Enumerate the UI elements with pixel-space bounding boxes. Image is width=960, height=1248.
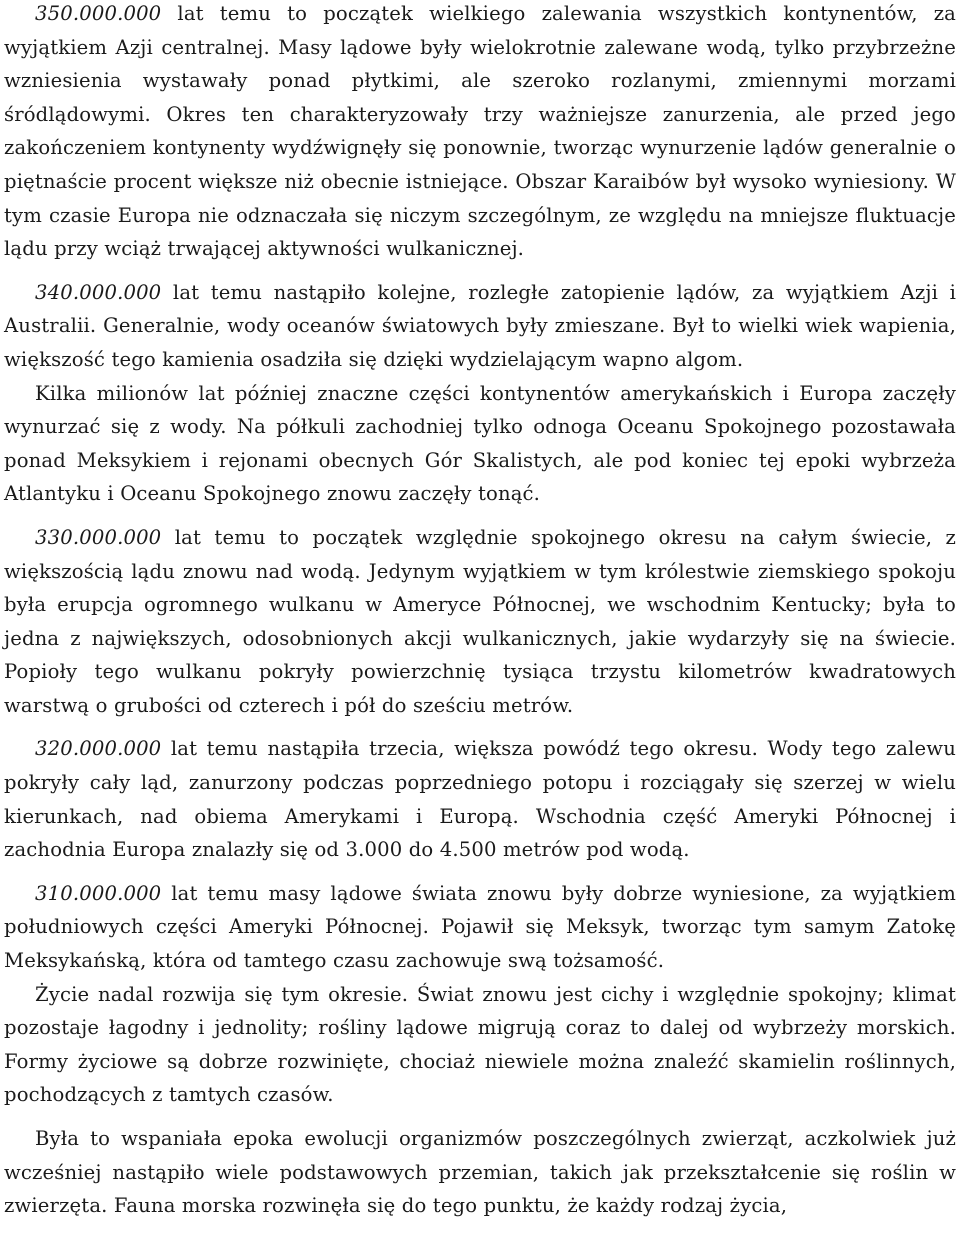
date-330: 330.000.000 (35, 525, 162, 549)
paragraph-310-text: lat temu masy lądowe świata znowu były dobrze wyniesione, za wyjątkiem południowych części Ameryki Północnej. Pojawił się Meksyk, tworząc tym samym Zatokę Meksykańską, która od tamtego czasu zachowuje swą tożsamość. (4, 881, 956, 973)
paragraph-350 (4, 0, 956, 266)
paragraph-350-text: lat temu to początek wielkiego zalewania wszystkich kontynentów, za wyjątkiem Azji centralnej. Masy lądowe były wielokrotnie zalewane wodą, tylko przybrzeżne wzniesienia wystawały ponad płytkimi, ale szeroko rozlanymi, zmiennymi morzami śródlądowymi. Okres ten charakteryzowały trzy ważniejsze zanurzenia, ale przed jego zakończeniem kontynenty wydźwignęły się ponownie, tworząc wynurzenie lądów generalnie o piętnaście procent większe niż obecnie istniejące. Obszar Karaibów był wysoko wyniesiony. W tym czasie Europa nie odznaczała się niczym szczególnym, ze względu na mniejsze fluktuacje lądu przy wciąż trwającej aktywności wulkanicznej. (4, 2, 956, 261)
paragraph-330-text: lat temu to początek względnie spokojnego okresu na całym świecie, z większością lądu znowu nad wodą. Jedynym wyjątkiem w tym królestwie ziemskiego spokoju była erupcja ogromnego wulkanu w Ameryce Północnej, we wschodnim Kentucky; była to jedna z największych, odosobnionych akcji wulkanicznych, jakie wydarzyły się na świecie. Popioły tego wulkanu pokryły powierzchnię tysiąca trzystu kilometrów kwadratowych warstwą o grubości od czterech i pół do sześciu metrów. (4, 525, 956, 717)
paragraph-kilka-milionow (4, 377, 956, 511)
paragraph-epoka-ewolucji-text: Była to wspaniała epoka ewolucji organizmów poszczególnych zwierząt, aczkolwiek już wcześniej nastąpiło wiele podstawowych przemian, takich jak przekształcenie się roślin w zwierzęta. Fauna morska rozwinęła się do tego punktu, że każdy rodzaj życia, (4, 1127, 956, 1218)
paragraph-zycie-text: Życie nadal rozwija się tym okresie. Świat znowu jest cichy i względnie spokojny; klimat pozostaje łagodny i jednolity; rośliny lądowe migrują coraz to dalej od wybrzeży morskich. Formy życiowe są dobrze rozwinięte, chociaż niewiele można znaleźć skamielin roślinnych, pochodzących z tamtych czasów. (4, 982, 956, 1107)
paragraph-320-text: lat temu nastąpiła trzecia, większa powódź tego okresu. Wody tego zalewu pokryły cały ląd, zanurzony podczas poprzedniego potopu i rozciągały się szerzej w wielu kierunkach, nad obiema Amerykami i Europą. Wschodnia część Ameryki Północnej i zachodnia Europa znalazły się od 3.000 do 4.500 metrów pod wodą. (4, 737, 956, 862)
paragraph-320 (4, 732, 956, 866)
paragraph-330 (4, 521, 956, 723)
date-350: 350.000.000 (35, 2, 162, 25)
date-340: 340.000.000 (35, 280, 162, 304)
paragraph-kilka-milionow-text: Kilka milionów lat później znaczne części kontynentów amerykańskich i Europa zaczęły wynurzać się z wody. Na półkuli zachodniej tylko odnoga Oceanu Spokojnego pozostawała ponad Meksykiem i rejonami obecnych Gór Skalistych, ale pod koniec tej epoki wybrzeża Atlantyku i Oceanu Spokojnego znowu zaczęły tonąć. (4, 381, 956, 506)
date-310: 310.000.000 (35, 881, 162, 905)
paragraph-340 (4, 276, 956, 377)
paragraph-310 (4, 877, 956, 978)
date-320: 320.000.000 (35, 737, 162, 761)
paragraph-zycie (4, 978, 956, 1112)
paragraph-340-text: lat temu nastąpiło kolejne, rozległe zatopienie lądów, za wyjątkiem Azji i Australii. Generalnie, wody oceanów światowych były zmieszane. Był to wielki wiek wapienia, większość tego kamienia osadziła się dzięki wydzielającym wapno algom. (4, 280, 956, 371)
document-page (4, 0, 956, 1223)
paragraph-epoka-ewolucji (4, 1122, 956, 1223)
